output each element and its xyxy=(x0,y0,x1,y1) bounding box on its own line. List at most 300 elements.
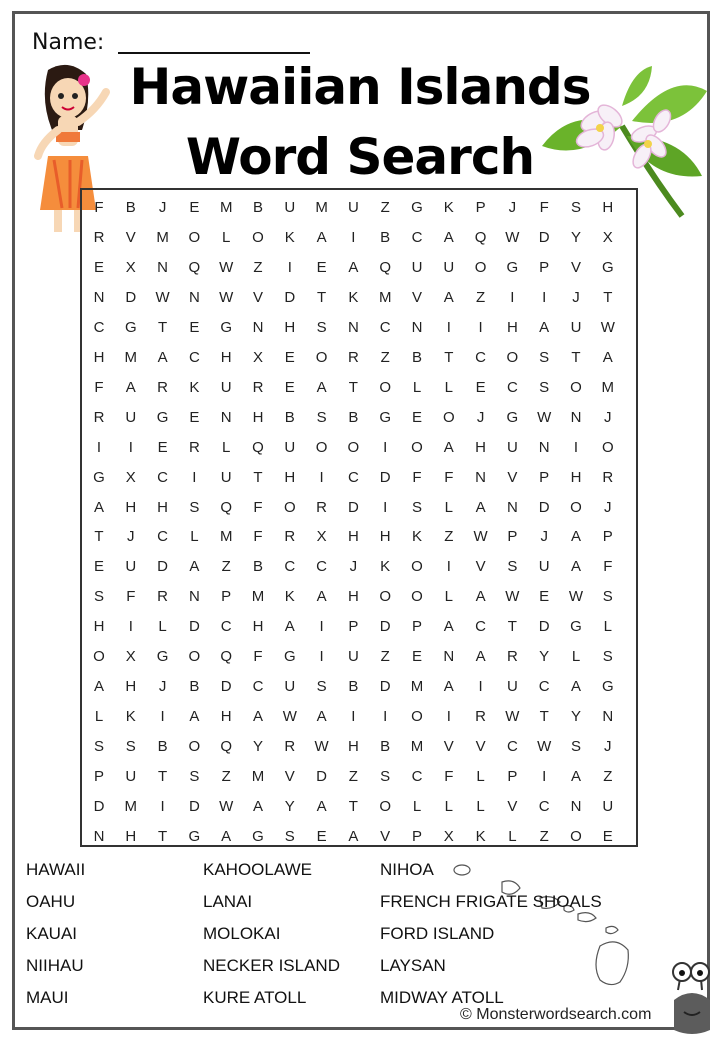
grid-letter: E xyxy=(93,258,104,276)
grid-letter: E xyxy=(316,827,327,845)
grid-letter: F xyxy=(253,648,263,666)
grid-letter: M xyxy=(156,228,169,246)
grid-letter: H xyxy=(506,318,518,336)
grid-letter: S xyxy=(570,738,581,756)
grid-letter: X xyxy=(316,528,327,546)
grid-letter: R xyxy=(188,438,200,456)
grid-letter: A xyxy=(475,588,486,606)
grid-letter: F xyxy=(412,468,422,486)
grid-letter: T xyxy=(539,708,549,726)
page-title-line2: Word Search xyxy=(185,128,535,186)
grid-letter: P xyxy=(602,528,613,546)
grid-letter: P xyxy=(539,258,550,276)
grid-letter: E xyxy=(602,827,613,845)
grid-letter: P xyxy=(221,588,232,606)
word-list-item: KAHOOLAWE xyxy=(203,860,312,879)
grid-letter: M xyxy=(251,768,265,786)
grid-letter: G xyxy=(283,648,296,666)
grid-letter: Y xyxy=(570,228,581,246)
grid-letter: U xyxy=(506,678,518,696)
grid-letter: J xyxy=(476,408,485,426)
grid-letter: W xyxy=(314,738,329,756)
grid-letter: C xyxy=(379,318,391,336)
grid-letter: I xyxy=(160,708,165,726)
grid-letter: L xyxy=(476,798,485,815)
grid-letter: C xyxy=(538,678,550,696)
grid-letter: S xyxy=(93,738,104,756)
grid-letter: L xyxy=(222,228,231,246)
grid-letter: O xyxy=(411,558,423,576)
word-list-item: KURE ATOLL xyxy=(203,988,307,1007)
grid-letter: C xyxy=(188,348,200,366)
grid-letter: D xyxy=(125,288,137,306)
grid-letter: N xyxy=(411,318,423,336)
grid-letter: W xyxy=(537,408,552,426)
grid-letter: A xyxy=(570,678,581,696)
grid-letter: O xyxy=(315,348,328,366)
grid-letter: J xyxy=(158,678,167,696)
grid-letter: O xyxy=(411,588,423,606)
grid-letter: A xyxy=(252,708,263,726)
grid-letter: J xyxy=(508,199,517,216)
grid-letter: W xyxy=(473,528,488,546)
grid-letter: A xyxy=(157,348,168,366)
grid-letter: A xyxy=(316,708,327,726)
grid-letter: O xyxy=(188,228,201,246)
grid-letter: S xyxy=(316,318,327,336)
grid-letter: M xyxy=(219,528,233,546)
grid-letter: F xyxy=(603,558,613,576)
grid-letter: X xyxy=(125,258,136,276)
word-list-item: NIIHAU xyxy=(26,956,84,975)
grid-letter: A xyxy=(539,318,550,336)
grid-letter: U xyxy=(125,408,137,426)
grid-letter: Z xyxy=(253,258,263,276)
grid-letter: E xyxy=(284,378,295,396)
grid-letter: S xyxy=(602,588,613,606)
grid-letter: Q xyxy=(220,498,233,516)
grid-letter: C xyxy=(220,618,232,636)
grid-letter: P xyxy=(539,468,550,486)
grid-letter: X xyxy=(125,648,136,666)
grid-letter: I xyxy=(542,288,547,306)
grid-letter: L xyxy=(444,378,453,396)
grid-letter: R xyxy=(316,498,328,516)
grid-letter: I xyxy=(478,678,483,696)
grid-letter: B xyxy=(380,228,391,246)
grid-letter: S xyxy=(507,558,518,576)
grid-letter: H xyxy=(475,438,487,456)
grid-letter: N xyxy=(252,318,264,336)
grid-letter: R xyxy=(252,378,264,396)
grid-letter: O xyxy=(283,498,296,516)
grid-letter: H xyxy=(347,528,359,546)
grid-letter: N xyxy=(570,408,582,426)
grid-letter: H xyxy=(347,588,359,606)
grid-letter: S xyxy=(602,648,613,666)
grid-letter: N xyxy=(538,438,550,456)
grid-letter: L xyxy=(412,378,422,396)
grid-letter: B xyxy=(284,408,295,426)
grid-letter: K xyxy=(189,378,200,396)
grid-letter: F xyxy=(126,588,136,606)
grid-letter: E xyxy=(189,199,200,216)
grid-letter: O xyxy=(474,258,487,276)
grid-letter: T xyxy=(444,348,454,366)
grid-letter: Y xyxy=(284,798,295,815)
grid-letter: K xyxy=(443,199,454,216)
grid-letter: I xyxy=(510,288,515,306)
grid-letter: A xyxy=(348,258,359,276)
grid-letter: Z xyxy=(539,827,549,845)
grid-letter: U xyxy=(538,558,550,576)
grid-letter: Q xyxy=(220,738,233,756)
grid-letter: I xyxy=(478,318,483,336)
grid-letter: M xyxy=(315,199,328,216)
name-field[interactable] xyxy=(118,52,310,54)
grid-letter: R xyxy=(93,228,105,246)
grid-letter: C xyxy=(93,318,105,336)
grid-letter: M xyxy=(251,588,265,606)
grid-letter: H xyxy=(157,498,169,516)
grid-letter: I xyxy=(383,708,388,726)
grid-letter: Z xyxy=(221,768,231,786)
grid-letter: L xyxy=(476,768,485,786)
grid-letter: X xyxy=(252,348,263,366)
grid-letter: U xyxy=(125,768,137,786)
grid-letter: L xyxy=(571,648,581,666)
grid-letter: D xyxy=(538,228,550,246)
grid-letter: D xyxy=(379,678,391,696)
grid-letter: G xyxy=(93,468,105,486)
grid-letter: E xyxy=(475,378,486,396)
grid-letter: A xyxy=(316,228,327,246)
grid-letter: I xyxy=(542,768,547,786)
grid-letter: I xyxy=(319,648,324,666)
grid-letter: U xyxy=(443,258,455,276)
grid-letter: D xyxy=(538,498,550,516)
grid-letter: P xyxy=(475,199,486,216)
grid-letter: H xyxy=(252,408,264,426)
grid-letter: S xyxy=(539,378,550,396)
grid-letter: S xyxy=(539,348,550,366)
grid-letter: H xyxy=(220,708,232,726)
grid-letter: R xyxy=(157,378,169,396)
grid-letter: O xyxy=(252,228,264,246)
grid-letter: I xyxy=(446,558,451,576)
grid-letter: A xyxy=(221,827,232,845)
grid-letter: Z xyxy=(603,768,613,786)
grid-letter: K xyxy=(348,288,359,306)
grid-letter: T xyxy=(603,288,613,306)
grid-letter: C xyxy=(411,228,423,246)
grid-letter: A xyxy=(443,288,454,306)
grid-letter: E xyxy=(189,408,200,426)
grid-letter: L xyxy=(222,438,231,456)
grid-letter: P xyxy=(411,827,422,845)
grid-letter: C xyxy=(157,528,169,546)
grid-letter: P xyxy=(507,768,518,786)
grid-letter: A xyxy=(189,708,200,726)
grid-letter: I xyxy=(319,468,324,486)
word-list-item: NECKER ISLAND xyxy=(203,956,340,975)
grid-letter: G xyxy=(570,618,582,636)
grid-letter: Z xyxy=(444,528,454,546)
grid-letter: I xyxy=(573,438,579,456)
grid-letter: B xyxy=(252,199,263,216)
grid-letter: N xyxy=(475,468,487,486)
grid-letter: L xyxy=(444,798,453,815)
grid-letter: M xyxy=(219,199,233,216)
grid-letter: A xyxy=(602,348,613,366)
grid-letter: J xyxy=(604,738,612,756)
word-list-item: MOLOKAI xyxy=(203,924,281,943)
grid-letter: M xyxy=(410,678,424,696)
grid-letter: C xyxy=(316,558,328,576)
grid-letter: G xyxy=(506,408,519,426)
grid-letter: O xyxy=(379,798,392,815)
grid-letter: S xyxy=(316,408,327,426)
grid-letter: L xyxy=(444,498,453,516)
grid-letter: G xyxy=(411,199,423,216)
grid-letter: K xyxy=(475,827,486,845)
grid-letter: Y xyxy=(570,708,581,726)
grid-letter: G xyxy=(220,318,233,336)
grid-letter: B xyxy=(348,408,359,426)
grid-letter: J xyxy=(127,528,135,546)
grid-letter: G xyxy=(156,648,169,666)
grid-letter: T xyxy=(158,827,168,845)
grid-letter: V xyxy=(507,468,518,486)
grid-letter: H xyxy=(252,618,264,636)
grid-letter: S xyxy=(189,768,200,786)
grid-letter: N xyxy=(188,288,200,306)
grid-letter: U xyxy=(506,438,518,456)
grid-letter: J xyxy=(349,558,358,576)
grid-letter: C xyxy=(157,468,169,486)
grid-letter: I xyxy=(383,438,388,456)
grid-letter: Q xyxy=(379,258,392,276)
grid-letter: I xyxy=(446,318,451,336)
grid-letter: L xyxy=(444,588,453,606)
grid-letter: O xyxy=(442,408,455,426)
grid-letter: E xyxy=(411,648,422,666)
grid-letter: I xyxy=(96,438,102,456)
grid-letter: T xyxy=(348,798,358,815)
grid-letter: W xyxy=(219,258,234,276)
grid-letter: M xyxy=(378,288,392,306)
grid-letter: W xyxy=(282,708,297,726)
grid-letter: S xyxy=(125,738,136,756)
grid-letter: E xyxy=(316,258,327,276)
grid-letter: F xyxy=(444,468,454,486)
grid-letter: O xyxy=(379,588,392,606)
grid-letter: J xyxy=(604,408,612,426)
grid-letter: K xyxy=(380,558,391,576)
grid-letter: T xyxy=(158,768,168,786)
grid-letter: R xyxy=(93,408,105,426)
grid-letter: Q xyxy=(474,228,487,246)
grid-letter: D xyxy=(347,498,359,516)
grid-letter: R xyxy=(347,348,359,366)
grid-letter: Y xyxy=(539,648,550,666)
grid-letter: J xyxy=(158,199,167,216)
grid-letter: H xyxy=(379,528,391,546)
word-list-item: HAWAII xyxy=(26,860,86,879)
grid-letter: O xyxy=(411,438,423,456)
grid-letter: F xyxy=(94,199,104,216)
word-list-item: LANAI xyxy=(203,892,253,911)
grid-letter: A xyxy=(93,678,104,696)
grid-letter: O xyxy=(93,648,105,666)
grid-letter: G xyxy=(124,318,137,336)
grid-letter: W xyxy=(600,318,615,336)
grid-letter: I xyxy=(383,498,388,516)
word-list-item: MAUI xyxy=(26,988,69,1007)
grid-letter: T xyxy=(571,348,581,366)
grid-letter: A xyxy=(443,228,454,246)
grid-letter: R xyxy=(157,588,169,606)
grid-letter: A xyxy=(189,558,200,576)
grid-letter: Z xyxy=(380,348,390,366)
grid-letter: A xyxy=(284,618,295,636)
grid-letter: I xyxy=(160,798,165,815)
grid-letter: G xyxy=(156,408,169,426)
grid-letter: B xyxy=(411,348,422,366)
name-label: Name: xyxy=(32,30,105,55)
grid-letter: A xyxy=(93,498,104,516)
grid-letter: U xyxy=(347,648,359,666)
grid-letter: H xyxy=(220,348,232,366)
grid-letter: W xyxy=(568,588,584,606)
grid-letter: R xyxy=(506,648,518,666)
grid-letter: A xyxy=(475,648,486,666)
grid-letter: W xyxy=(505,228,520,246)
grid-letter: G xyxy=(601,258,614,276)
copyright-text: © Monsterwordsearch.com xyxy=(460,1006,652,1023)
grid-letter: I xyxy=(287,258,292,276)
grid-letter: P xyxy=(411,618,422,636)
grid-letter: V xyxy=(284,768,295,786)
grid-letter: O xyxy=(601,438,614,456)
grid-letter: K xyxy=(125,708,136,726)
grid-letter: U xyxy=(602,798,614,815)
grid-letter: G xyxy=(601,678,614,696)
grid-letter: H xyxy=(125,498,137,516)
grid-letter: V xyxy=(475,738,486,756)
grid-letter: U xyxy=(284,678,296,696)
grid-letter: O xyxy=(315,438,328,456)
grid-letter: E xyxy=(93,558,104,576)
grid-letter: D xyxy=(379,468,391,486)
grid-letter: S xyxy=(411,498,422,516)
grid-letter: T xyxy=(253,468,263,486)
grid-letter: D xyxy=(188,798,200,815)
grid-letter: Q xyxy=(188,258,201,276)
grid-letter: F xyxy=(444,768,454,786)
monster-mascot xyxy=(668,960,716,1038)
grid-letter: Z xyxy=(221,558,231,576)
grid-letter: D xyxy=(284,288,296,306)
grid-letter: B xyxy=(380,738,391,756)
grid-letter: X xyxy=(602,228,613,246)
grid-letter: P xyxy=(348,618,359,636)
grid-letter: A xyxy=(443,618,454,636)
grid-letter: H xyxy=(347,738,359,756)
grid-letter: S xyxy=(284,827,295,845)
word-list-item: MIDWAY ATOLL xyxy=(380,988,504,1007)
grid-letter: Z xyxy=(380,199,390,216)
word-list-item: FORD ISLAND xyxy=(380,924,495,943)
grid-letter: O xyxy=(188,738,201,756)
grid-letter: V xyxy=(125,228,136,246)
grid-letter: D xyxy=(188,618,200,636)
grid-letter: V xyxy=(252,288,263,306)
grid-letter: O xyxy=(347,438,360,456)
grid-letter: H xyxy=(570,468,582,486)
grid-letter: V xyxy=(475,558,486,576)
grid-letter: J xyxy=(604,498,612,516)
grid-letter: A xyxy=(316,798,327,815)
grid-letter: V xyxy=(380,827,391,845)
grid-letter: R xyxy=(284,738,296,756)
grid-letter: E xyxy=(539,588,550,606)
grid-letter: B xyxy=(125,199,136,216)
grid-letter: F xyxy=(94,378,104,396)
grid-letter: L xyxy=(190,528,199,546)
grid-letter: Q xyxy=(252,438,264,456)
grid-letter: V xyxy=(443,738,454,756)
grid-letter: T xyxy=(317,288,327,306)
grid-letter: G xyxy=(506,258,519,276)
grid-letter: U xyxy=(220,468,232,486)
grid-letter: H xyxy=(125,827,137,845)
grid-letter: E xyxy=(157,438,168,456)
grid-letter: I xyxy=(446,708,451,726)
grid-letter: O xyxy=(188,648,201,666)
grid-letter: S xyxy=(93,588,104,606)
grid-letter: A xyxy=(443,438,454,456)
grid-letter: A xyxy=(570,528,581,546)
grid-letter: N xyxy=(157,258,169,276)
grid-letter: M xyxy=(124,348,138,366)
grid-letter: C xyxy=(475,348,487,366)
grid-letter: L xyxy=(508,827,517,845)
grid-letter: V xyxy=(570,258,581,276)
grid-letter: C xyxy=(411,768,423,786)
grid-letter: I xyxy=(351,228,356,246)
grid-letter: B xyxy=(189,678,200,696)
grid-letter: C xyxy=(506,378,518,396)
grid-letter: B xyxy=(252,558,263,576)
grid-letter: Z xyxy=(348,768,358,786)
grid-letter: T xyxy=(158,318,168,336)
grid-letter: I xyxy=(351,708,356,726)
grid-letter: I xyxy=(319,618,324,636)
grid-letter: F xyxy=(253,528,263,546)
grid-letter: U xyxy=(284,438,296,456)
word-list-item: LAYSAN xyxy=(380,956,446,975)
grid-letter: M xyxy=(601,378,615,396)
grid-letter: A xyxy=(570,558,581,576)
grid-letter: A xyxy=(316,588,327,606)
grid-letter: U xyxy=(125,558,137,576)
grid-letter: R xyxy=(284,528,296,546)
grid-letter: D xyxy=(93,798,105,815)
grid-letter: M xyxy=(410,738,424,756)
grid-letter: N xyxy=(220,408,232,426)
grid-letter: N xyxy=(93,827,105,845)
